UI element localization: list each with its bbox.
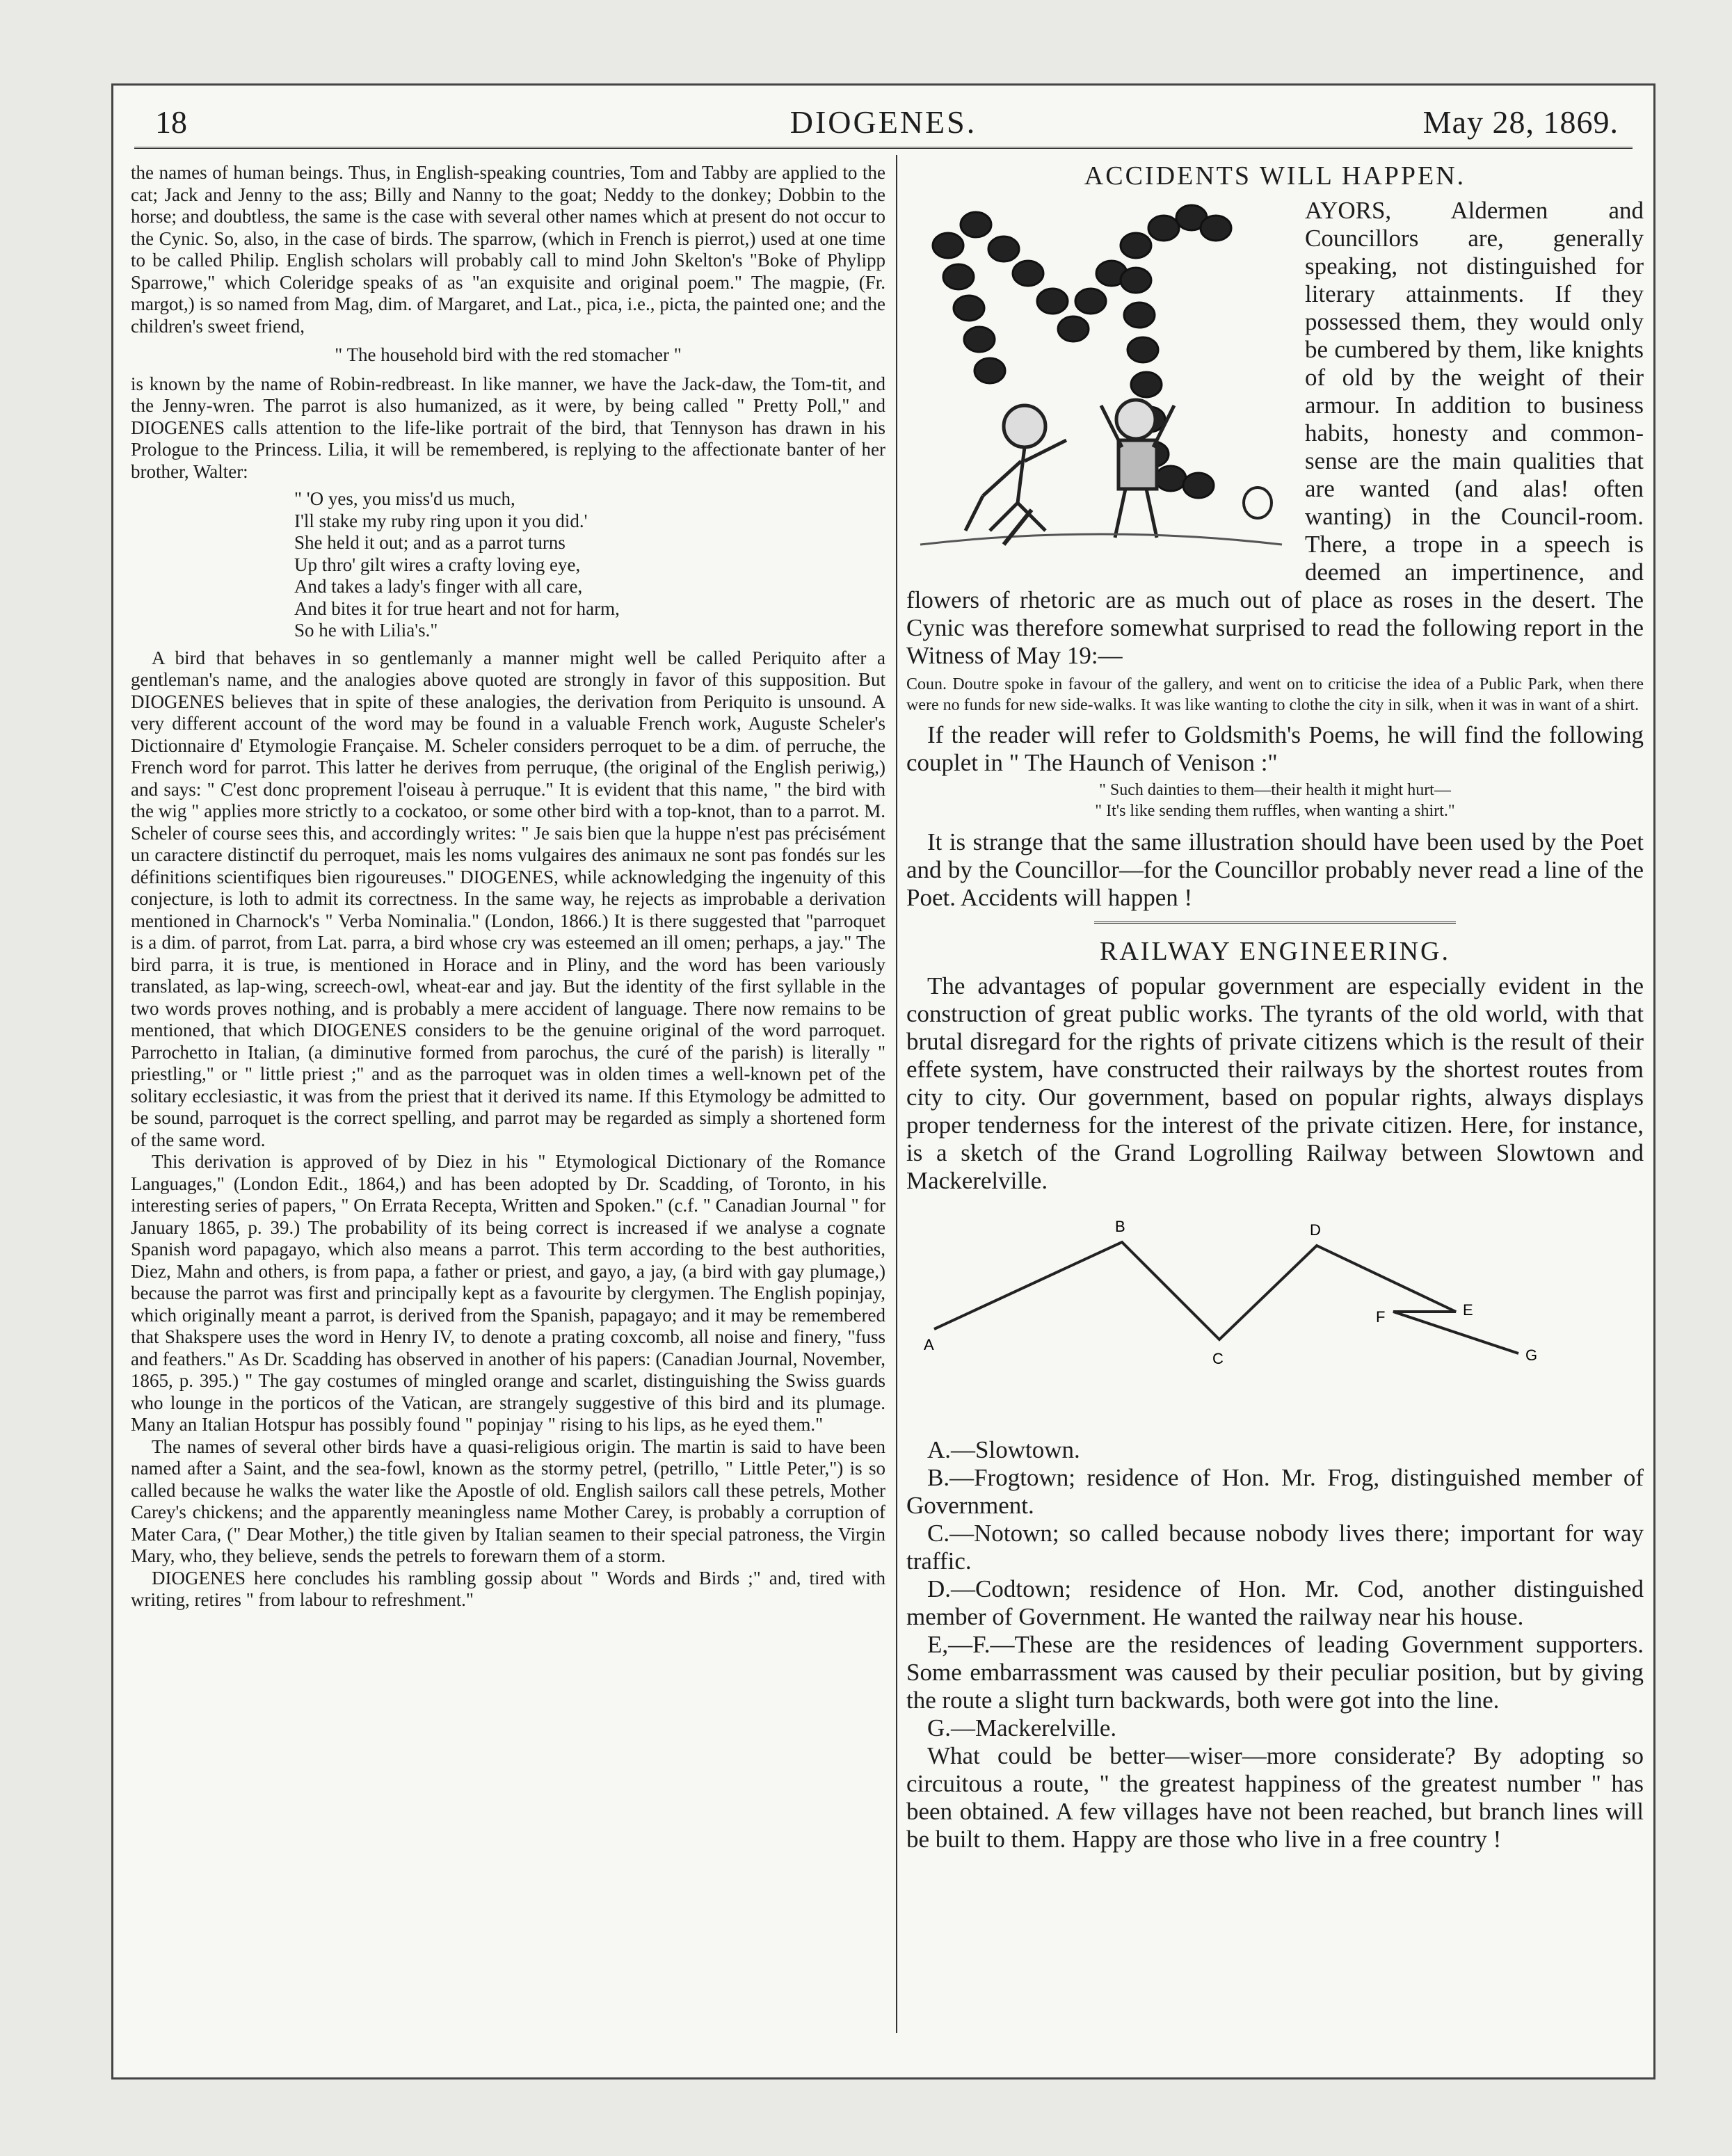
map-label-f: F <box>1376 1308 1386 1326</box>
couplet-line: " Such dainties to them—their health it might hurt— <box>1099 781 1451 799</box>
paragraph: What could be better—wiser—more considerate? By adopting so circuitous a route, " the greatest happiness of the greatest number " has been obtained. A few villages have not been reached, but branch lines will be built to them. Happy are those who live in a free country ! <box>906 1742 1644 1853</box>
paragraph: This derivation is approved of by Diez in his " Etymological Dictionary of the Romance Languages," (London Edit., 1864,) and has been adopted by Dr. Scadding, of Toronto, in his interesting series of papers, " On Errata Recepta, Written and Spoken." (c.f. " Canadian Journal " for January 1865, p. 39.) The probability of its being correct is increased if we analyse a cognate Spanish word papagayo, which also means a parrot. This term according to the best authorities, Diez, Mahn and others, is from papa, a father or priest, and gayo, a jay, (a bird with gay plumage,) because the parrot was first and principally kept as a favourite by clergymen. The English popinjay, which originally meant a parrot, is derived from the Spanish, papagayo; and it may be remembered that Shakspere uses the word in Henry IV, to denote a prating coxcomb, all noise and finery, "fuss and feathers." As Dr. Scadding has observed in another of his papers: (Canadian Journal, November, 1865, p. 395.) " The gay costumes of mingled orange and scarlet, distinguishing the Swiss guards who lounge in the porticos of the Vatican, are strangely suggestive of this bird and its plumage. Many an Italian Hotspur has possibly found " popinjay " rising to his lips, as he eyed them." <box>131 1151 885 1435</box>
council-report: Coun. Doutre spoke in favour of the gallery, and went on to criticise the idea of a Public Park, when there were no funds for new side-walks. It was like wanting to clothe the city in silk, when it was in want of a shirt. <box>906 675 1644 714</box>
map-legend <box>906 1436 1644 1742</box>
paragraph: If the reader will refer to Goldsmith's Poems, he will find the following couplet in " The Haunch of Venison :" <box>906 721 1644 776</box>
ground-line <box>920 534 1282 545</box>
poem-line: And takes a lady's finger with all care, <box>294 576 583 597</box>
page-header <box>134 98 1633 149</box>
legend-item: B.—Frogtown; residence of Hon. Mr. Frog, distinguished member of Government. <box>906 1464 1644 1519</box>
poem-line: " 'O yes, you miss'd us much, <box>294 488 515 509</box>
article-title-railway: RAILWAY ENGINEERING. <box>1100 937 1450 966</box>
quotation: " The household bird with the red stomacher " <box>335 344 682 365</box>
legend-item: A.—Slowtown. <box>927 1436 1080 1463</box>
paragraph: DIOGENES here concludes his rambling gossip about " Words and Birds ;" and, tired with writing, retires " from labour to refreshment." <box>131 1567 885 1610</box>
drop-cap-illustration <box>906 197 1299 569</box>
issue-date: May 28, 1869. <box>1422 104 1619 140</box>
page-number: 18 <box>155 104 187 140</box>
poem-line: And bites it for true heart and not for harm, <box>294 597 620 619</box>
map-label-e: E <box>1463 1301 1473 1319</box>
legend-item: C.—Notown; so called because nobody lives there; important for way traffic. <box>906 1520 1644 1575</box>
railway-route-map <box>906 1200 1644 1430</box>
paragraph: It is strange that the same illustration should have been used by the Poet and by the Councillor—for the Councillor probably never read a line of the Poet. Accidents will happen ! <box>906 828 1644 911</box>
couplet-line: " It's like sending them ruffles, when wanting a shirt." <box>1095 802 1455 820</box>
article-accidents <box>906 197 1644 670</box>
map-label-b: B <box>1115 1218 1125 1235</box>
map-label-c: C <box>1212 1350 1224 1367</box>
masthead-title: DIOGENES. <box>789 104 977 140</box>
column-divider <box>896 155 897 2033</box>
section-rule <box>1094 922 1456 926</box>
paragraph: AYORS, Aldermen and Councillors are, generally speaking, not distinguished for literary attainments. If they possessed them, they would only be cumbered by them, like knights of old by the weight of their armour. In addition to business habits, honesty and common-sense are the main qualities that are wanted (and alas! often wanting) in the Council-room. There, a trope in a speech is deemed an impertinence, and flowers of rhetoric are as much out of place as roses in the desert. The Cynic was therefore somewhat surprised to read the following report in the Witness of May 19:— <box>906 197 1644 669</box>
paragraph: The names of several other birds have a quasi-religious origin. The martin is said to have been named after a Saint, and the sea-fowl, known as the stormy petrel, (petrillo, " Little Peter,") is so called because he walks the water like the Apostle of old. English sailors call these petrels, Mother Carey's chickens; and the apparently meaningless name Mother Carey, is probably a corruption of Mater Cara, (" Dear Mother,) the title given by Italian seamen to their special patroness, the Virgin Mary, who, they believe, sends the petrels to forewarn them of a storm. <box>131 1435 885 1566</box>
paragraph: is known by the name of Robin-redbreast. In like manner, we have the Jack-daw, the Tom-tit, and the Jenny-wren. The parrot is also humanized, as it were, by being called " Pretty Poll," and DIOGENES calls attention to the life-like portrait of the bird, that Tennyson has drawn in his Prologue to the Princess. Lilia, it will be remembered, is replying to the affectionate banter of her brother, Walter: <box>131 373 885 482</box>
drop-cap-letter <box>933 205 1231 498</box>
paragraph: the names of human beings. Thus, in English-speaking countries, Tom and Tabby are applied to the cat; Jack and Jenny to the ass; Billy and Nanny to the goat; Neddy to the donkey; Dobbin to the horse; and doubtless, the same is the case with several other names which at present do not occur to the Cynic. So, also, in the case of birds. The sparrow, (which in French is pierrot,) used at one time to be called Philip. English scholars will probably call to mind John Skelton's "Boke of Phylipp Sparrowe," which Coleridge speaks of as "an exquisite and original poem." The magpie, (Fr. margot,) is so named from Mag, dim. of Margaret, and Lat., pica, i.e., picta, the painted one; and the children's sweet friend, <box>131 162 885 337</box>
newspaper-page <box>111 83 1655 2079</box>
legend-item: G.—Mackerelville. <box>927 1714 1117 1741</box>
paragraph: A bird that behaves in so gentlemanly a manner might well be called Periquito after a gentleman's name, and the analogies above quoted are strongly in favor of this supposition. But DIOGENES believes that in spite of these analogies, the derivation from Periquito is unsound. A very different account of the word may be found in a valuable French work, Auguste Scheler's Dictionnaire d' Etymologie Française. M. Scheler considers perroquet to be a dim. of perruche, the French word for parrot. This latter he derives from perruque, (the original of the English periwig,) and says: " C'est donc proprement l'oiseau à perruque." It is evident that this name, " the bird with the wig " applies more strictly to a cockatoo, or some other bird with a top-knot, than to a parrot. M. Scheler of course sees this, and accordingly writes: " Je sais bien que la huppe n'est pas précisément un caractere distinctif du perroquet, mais les noms vulgaires des animaux ne sont pas fondés sur les définitions scientifiques bien rigoureuses." DIOGENES, while acknowledging the ingenuity of this conjecture, is loth to admit its correctness. In the same way, he rejects as improbable a derivation mentioned in Charnock's " Verba Nominalia." (London, 1866.) It is there suggested that "parroquet is a dim. of parrot, from Lat. parra, a bird whose cry was esteemed an ill omen; perhaps, a jay." The bird parra, it is true, is mentioned in Horace and in Pliny, and the word has been variously translated, as lap-wing, screech-owl, wheat-ear and jay. But the identity of the first syllable in the two words proves nothing, and is probably a mere accident of language. There now remains to be mentioned, that which DIOGENES considers to be the genuine original of the word parroquet. Parrochetto in Italian, (a diminutive formed from parochus, the curé of the parish) is literally " priestling," or " little priest ;" and as the parroquet was in olden times a well-known pet of the solitary ecclesiastic, it was from the priest that it derived its name. If this Etymology be admitted to be sound, parroquet is the correct spelling, and parrot may be regarded as simply a shortened form of the same word. <box>131 647 885 1150</box>
map-label-a: A <box>924 1336 934 1353</box>
map-label-g: G <box>1525 1346 1538 1364</box>
fallen-stone <box>1244 488 1272 518</box>
legend-item: D.—Codtown; residence of Hon. Mr. Cod, another distinguished member of Government. He wanted the railway near his house. <box>906 1575 1644 1630</box>
paragraph: The advantages of popular government are especially evident in the construction of great public works. The tyrants of the old world, with that brutal disregard for the rights of private citizens which is the result of their effete system, have constructed their railways by the shortest routes from city to city. Our government, based on popular rights, always displays proper tenderness for the interest of the private citizen. Here, for instance, is a sketch of the Grand Logrolling Railway between Slowtown and Mackerelville. <box>906 972 1644 1194</box>
legend-item: E,—F.—These are the residences of leading Government supporters. Some embarrassment was caused by their peculiar position, but by giving the route a slight turn backwards, both were got into the line. <box>906 1631 1644 1714</box>
left-column <box>131 162 885 2026</box>
article-title-accidents: ACCIDENTS WILL HAPPEN. <box>1084 161 1466 191</box>
railway-route-line <box>934 1242 1518 1353</box>
poem-line: I'll stake my ruby ring upon it you did.' <box>294 510 588 531</box>
poem-line: Up thro' gilt wires a crafty loving eye, <box>294 554 581 575</box>
poem-excerpt <box>131 488 885 642</box>
poem-line: So he with Lilia's." <box>294 620 438 641</box>
right-column <box>906 155 1644 2033</box>
left-figure-sketch <box>965 405 1066 531</box>
poem-line: She held it out; and as a parrot turns <box>294 532 566 553</box>
map-label-d: D <box>1310 1221 1321 1239</box>
goldsmith-couplet <box>906 780 1644 821</box>
